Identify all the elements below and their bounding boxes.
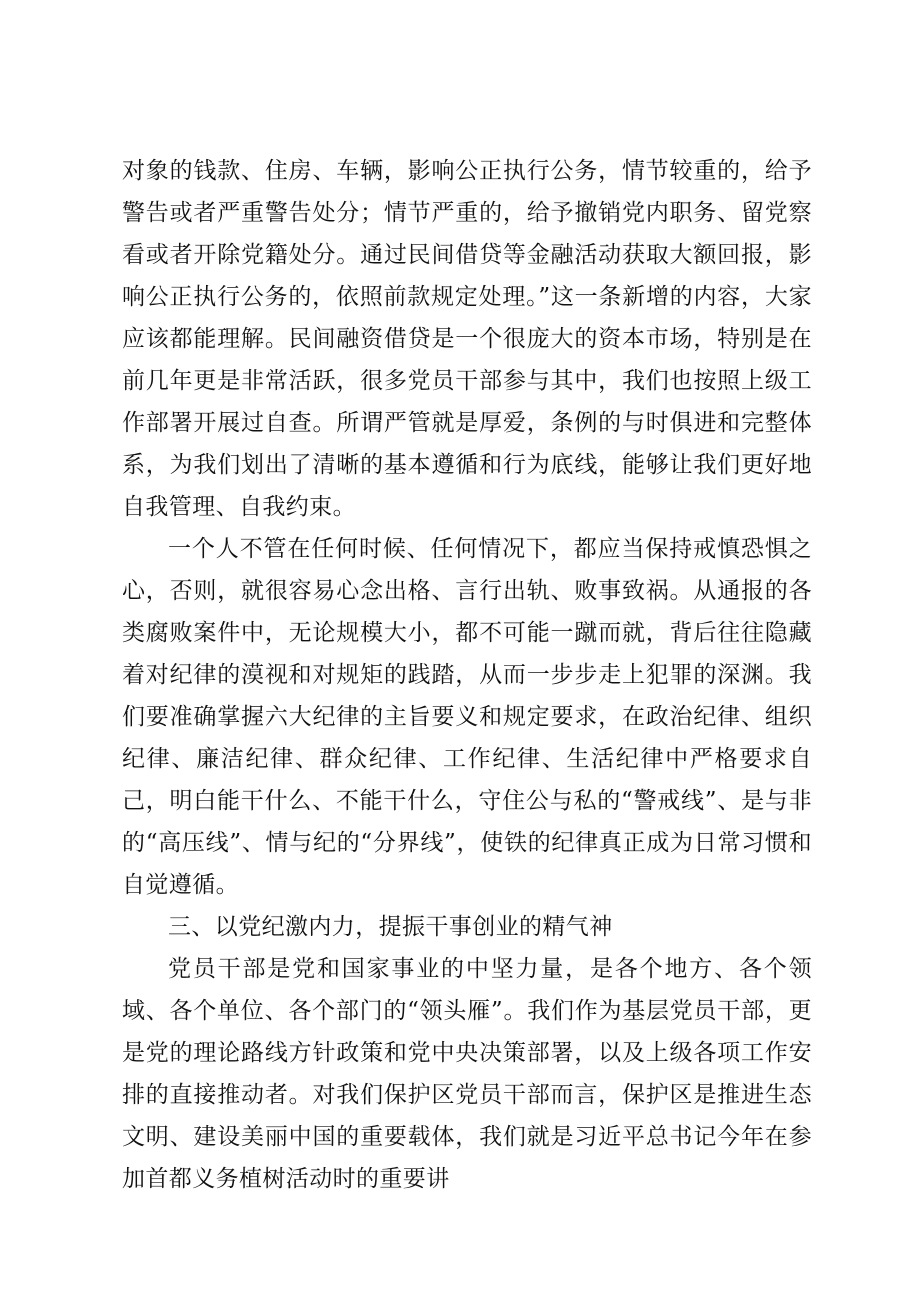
paragraph-discipline-awareness: 一个人不管在任何时候、任何情况下，都应当保持戒慎恐惧之心，否则，就很容易心念出格、言行出轨、败事致祸。从通报的各类腐败案件中，无论规模大小，都不可能一蹴而就，背后往往隐藏着对纪律的漠视和对规矩的践踏，从而一步步走上犯罪的深渊。我们要准确掌握六大纪律的主旨要义和规定要求，在政治纪律、组织纪律、廉洁纪律、群众纪律、工作纪律、生活纪律中严格要求自己，明白能干什么、不能干什么，守住公与私的“警戒线”、是与非的“高压线”、情与纪的“分界线”，使铁的纪律真正成为日常习惯和自觉遵循。 — [122, 536, 812, 898]
paragraph-continued: 对象的钱款、住房、车辆，影响公正执行公务，情节较重的，给予警告或者严重警告处分；情节严重的，给予撤销党内职务、留党察看或者开除党籍处分。通过民间借贷等金融活动获取大额回报，影响公正执行公务的，依照前款规定处理。”这一条新增的内容，大家应该都能理解。民间融资借贷是一个很庞大的资本市场，特别是在前几年更是非常活跃，很多党员干部参与其中，我们也按照上级工作部署开展过自查。所谓严管就是厚爱，条例的与时俱进和完整体系，为我们划出了清晰的基本遵循和行为底线，能够让我们更好地自我管理、自我约束。 — [122, 158, 812, 520]
document-body — [122, 150, 812, 1200]
section-heading-three: 三、以党纪激内力，提振干事创业的精气神 — [168, 914, 613, 940]
paragraph-party-cadres: 党员干部是党和国家事业的中坚力量，是各个地方、各个领域、各个单位、各个部门的“领头雁”。我们作为基层党员干部，更是党的理论路线方针政策和党中央决策部署，以及上级各项工作安排的直接推动者。对我们保护区党员干部而言，保护区是推进生态文明、建设美丽中国的重要载体，我们就是习近平总书记今年在参加首都义务植树活动时的重要讲 — [122, 956, 812, 1192]
